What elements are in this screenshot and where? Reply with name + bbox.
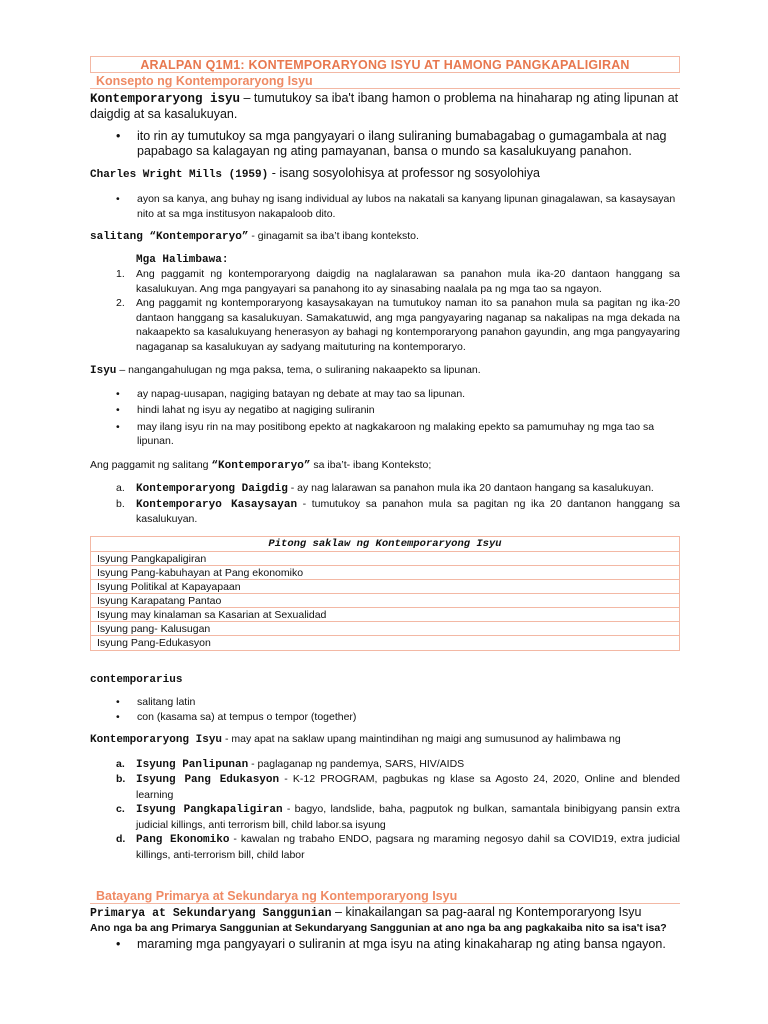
saklaw-table [90, 536, 680, 651]
paggamit-post: sa iba’t- ibang Konteksto; [310, 458, 432, 471]
list-letter: a. [116, 757, 125, 770]
kontemporaryong-isyu-text: - may apat na saklaw upang maintindihan ng maigi ang sumusunod ay halimbawa ng [222, 733, 621, 745]
list-item [90, 296, 680, 354]
table-row: Isyung Pang-Edukasyon [97, 636, 211, 649]
saklaw-list [90, 757, 680, 863]
salitang-term: salitang “Kontemporaryo” [90, 231, 249, 243]
isyu-text: – nangangahulugan ng mga paksa, tema, o suliraning nakaapekto sa lipunan. [116, 364, 481, 376]
list-term: Kontemporaryo Kasaysayan [136, 498, 298, 511]
list-letter: b. [116, 773, 126, 785]
list-letter: b. [116, 497, 125, 510]
paggamit-term: “Kontemporaryo” [211, 459, 311, 472]
document-page [90, 56, 680, 952]
definition-text: – tumutukoy sa iba't ibang hamon o problema na hinaharap ng ating lipunan at daigdig at sa kasalukuyan. [90, 91, 679, 121]
contemporarius-term: contemporarius [90, 673, 183, 686]
table-row: Isyung Karapatang Pantao [91, 594, 679, 608]
list-item [90, 802, 680, 832]
list-text: - K-12 PROGRAM, pagbukas ng klase sa Agosto 24, 2020, Online and blended learning [136, 773, 681, 801]
list-text: Ang paggamit ng kontemporaryong daigdig na naglalarawan sa panahon mula ika-20 dantaon hanggang sa kasalukuyan. Ang mga pangyayari sa panahong ito ay sinasabing naalala pa ng mga tao sa ngayon. [136, 268, 680, 295]
mills-term: Charles Wright Mills (1959) [90, 169, 269, 181]
paggamit-pre: Ang paggamit ng salitang [90, 458, 212, 471]
list-text: - paglaganap ng pandemya, SARS, HIV/AIDS [248, 757, 465, 770]
section-heading-batayang: Batayang Primarya at Sekundarya ng Kontemporaryong Isyu [90, 888, 680, 904]
list-item [90, 481, 680, 497]
table-row: Isyung may kinalaman sa Kasarian at Sexualidad [91, 608, 679, 622]
primarya-paragraph [90, 905, 680, 921]
list-text: - ay nag lalarawan sa panahon mula ika 20 dantaon hangang sa kasalukuyan. [287, 482, 654, 494]
list-term: Isyung Panlipunan [136, 758, 249, 771]
definition-term: Kontemporaryong isyu [90, 92, 241, 106]
mills-paragraph [90, 166, 680, 183]
halimbawa-list [90, 267, 680, 354]
kontemporaryong-isyu-paragraph [90, 732, 680, 748]
paggamit-paragraph [90, 458, 680, 474]
primarya-term: Primarya at Sekundaryang Sanggunian [90, 907, 332, 920]
list-text: - bagyo, landslide, baha, pagputok ng bulkan, samantala binibigyang pansin extra judicial killings, anti terrorism bill, child labor.sa isyung [136, 803, 680, 831]
list-item [90, 497, 680, 527]
list-letter: d. [116, 833, 126, 845]
list-text: - kawalan ng trabaho ENDO, pagsara ng maraming negosyo dahil sa COVID19, extra judicial killings, anti-terrorism bill, child labor [136, 833, 680, 861]
list-number: 2. [116, 297, 125, 309]
primarya-question: Ano nga ba ang Primarya Sanggunian at Sekundaryang Sanggunian at ano nga ba ang pagkakaiba nito sa isa't isa? [90, 922, 667, 934]
halimbawa-label: Mga Halimbawa: [136, 253, 229, 266]
list-item: • may ilang isyu rin na may positibong epekto at nagkakaroon ng malaking epekto sa pamumuhay ng mga tao sa lipunan. [90, 420, 680, 449]
list-letter: c. [116, 803, 125, 815]
list-text: - tumutukoy sa panahon mula sa pagitan ng ika 20 dantanon hanggang sa kasalukuyan. [136, 497, 680, 525]
primarya-text: – kinakailangan sa pag-aaral ng Kontemporaryong Isyu [331, 905, 642, 919]
table-body [91, 552, 679, 650]
list-item: • con (kasama sa) at tempus o tempor (together) [90, 710, 680, 725]
isyu-paragraph [90, 363, 680, 379]
list-term: Pang Ekonomiko [136, 834, 230, 846]
list-item: • ay napag-uusapan, nagiging batayan ng debate at may tao sa lipunan. [90, 387, 680, 402]
primarya-bullets [90, 937, 680, 952]
list-item: • ito rin ay tumutukoy sa mga pangyayari o ilang suliraning bumabagabag o gumagambala at nag papabago sa kalagayan ng ating pamayanan, bansa o mundo sa kasalukuyang panahon. [90, 129, 680, 159]
list-term: Kontemporaryong Daigdig [136, 483, 288, 495]
isyu-term: Isyu [90, 365, 117, 377]
list-term: Isyung Pangkapaligiran [136, 804, 283, 816]
list-item: • salitang latin [90, 695, 680, 710]
table-row: Isyung Pangkapaligiran [91, 552, 679, 566]
list-item [90, 772, 680, 802]
list-item [90, 757, 680, 773]
konteksto-list [90, 481, 680, 527]
list-number: 1. [116, 268, 125, 280]
document-title: ARALPAN Q1M1: KONTEMPORARYONG ISYU AT HAMONG PANGKAPALIGIRAN [140, 57, 630, 72]
list-item [90, 267, 680, 296]
list-item: • maraming mga pangyayari o suliranin at mga isyu na ating kinakaharap ng ating bansa ngayon. [90, 937, 680, 952]
list-text: Ang paggamit ng kontemporaryong kasaysakayan na tumutukoy naman ito sa panahon mula sa pagitan ng ika-20 dantaon hanggang sa kasalukuyan. Samakatuwid, ang mga pangyayaring naganap sa nakalipas na mga dekada na nakaapekto sa kasalukuyang henerasyon ay bahagi ng kontemporaryong panahon gayundin, ang mga pangyayaring nagaganap sa kasalukuyan ay sadyang maituturing na kontemporaryo. [136, 297, 680, 353]
salitang-text: - ginagamit sa iba’t ibang konteksto. [248, 230, 419, 242]
list-item: • ayon sa kanya, ang buhay ng isang individual ay lubos na nakatali sa kanyang lipunan ginagalawan, sa kasaysayan nito at sa mga institusyon nakapaloob dito. [90, 192, 680, 221]
title-box [90, 56, 680, 73]
mills-text: - isang sosyolohisya at professor ng sosyolohiya [268, 166, 540, 180]
list-letter: a. [116, 482, 125, 494]
isyu-bullets [90, 387, 680, 449]
table-row: Isyung Politikal at Kapayapaan [91, 580, 679, 594]
mills-bullets [90, 192, 680, 221]
table-row: Isyung Pang-kabuhayan at Pang ekonomiko [91, 566, 679, 580]
table-row: Isyung pang- Kalusugan [91, 622, 679, 636]
salitang-paragraph [90, 229, 680, 245]
table-header: Pitong saklaw ng Kontemporaryong Isyu [91, 537, 679, 552]
section-heading-konsepto: Konsepto ng Kontemporaryong Isyu [90, 73, 680, 89]
list-item [90, 832, 680, 862]
definition-paragraph [90, 91, 680, 122]
list-term: Isyung Pang Edukasyon [136, 774, 280, 786]
kontemporaryong-isyu-term: Kontemporaryong Isyu [90, 734, 223, 746]
list-item: • hindi lahat ng isyu ay negatibo at nagiging suliranin [90, 403, 680, 418]
contemporarius-bullets [90, 695, 680, 724]
definition-bullets [90, 129, 680, 159]
